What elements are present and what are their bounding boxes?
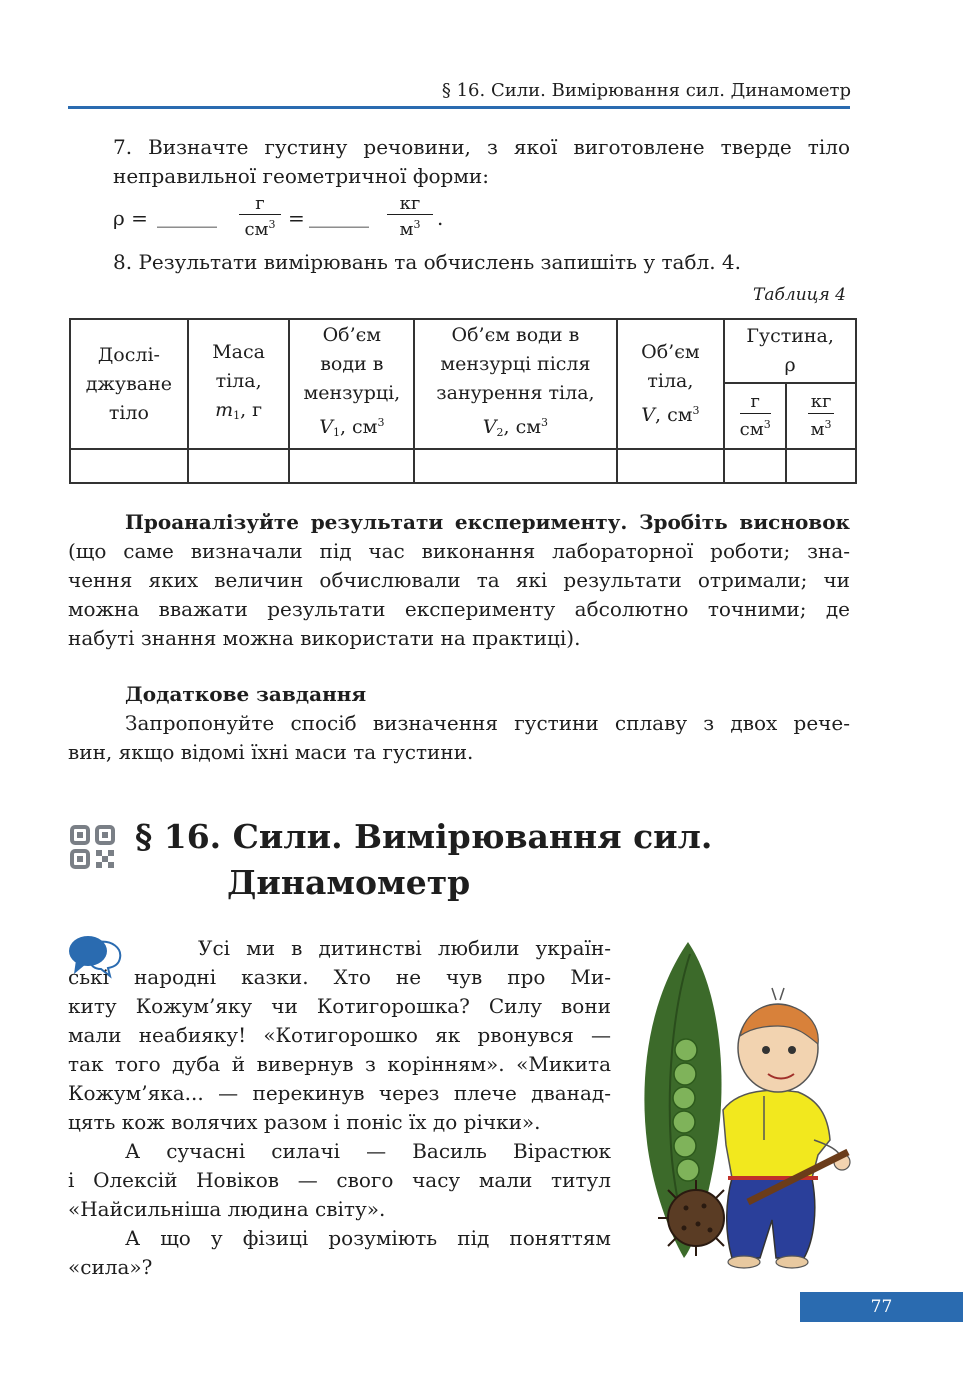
results-table xyxy=(69,318,857,484)
header-density: Густина, ρ xyxy=(724,319,856,383)
table-caption: Таблиця 4 xyxy=(753,285,846,305)
analysis-paragraph xyxy=(68,508,850,654)
intro-line: киту Кожум’яку чи Котигорошка? Силу вони xyxy=(68,994,611,1018)
extra-line: Запропонуйте спосіб визначення густини сплаву з двох рече- xyxy=(125,711,850,735)
intro-line: ські народні казки. Хто не чув про Ми- xyxy=(68,965,611,989)
rho-label: ρ = xyxy=(113,206,148,230)
unit-g-per-cm3: г $см^3$ xyxy=(239,194,281,240)
extra-line: вин, якщо відомі їхні маси та густини. xyxy=(68,740,474,764)
blank-2: ______ xyxy=(309,204,369,228)
task7-line-1: 7. Визначте густину речовини, з якої виготовлене тверде тіло xyxy=(113,135,850,159)
task8-text: 8. Результати вимірювань та обчислень запишіть у табл. 4. xyxy=(113,250,742,274)
header-density-kg-m3: кг $м^3$ xyxy=(786,383,856,449)
header-rule xyxy=(68,106,850,109)
intro-paragraph xyxy=(68,934,611,1284)
running-header: § 16. Сили. Вимірювання сил. Динамометр xyxy=(441,80,851,101)
header-body-volume: Об’єм тіла, V, $см^3$ xyxy=(617,319,725,449)
intro-line: мали неабияку! «Котигорошко як рвонувся — xyxy=(68,1023,611,1047)
header-water-volume: Об’єм води в мензурці, $V_1$, $см^3$ xyxy=(289,319,414,449)
chapter-heading xyxy=(135,814,712,906)
table-cell xyxy=(786,449,856,483)
intro-line: Кожум’яка... — перекинув через плече дванад- xyxy=(68,1081,611,1105)
intro-line: Усі ми в дитинстві любили україн- xyxy=(198,936,611,960)
blank-1: ______ xyxy=(157,204,217,228)
analysis-line: можна вважати результати експерименту абсолютно точними; де xyxy=(68,597,850,621)
table-row xyxy=(70,449,856,483)
task7-text xyxy=(113,133,850,193)
kotyhoroshko-illustration xyxy=(628,940,868,1270)
intro-line: «Найсильніша людина світу». xyxy=(68,1197,386,1221)
intro-line: і Олексій Новіков — свого часу мали титул xyxy=(68,1168,611,1192)
extra-paragraph xyxy=(68,709,850,769)
table-cell xyxy=(188,449,290,483)
intro-line: цять кож волячих разом і поніс їх до річки». xyxy=(68,1110,541,1134)
task7-line-2: неправильної геометричної форми: xyxy=(113,164,489,188)
equals-sign: = xyxy=(288,206,305,230)
header-mass: Маса тіла, $m_1$, г xyxy=(188,319,290,449)
analysis-bold-lead: Проаналізуйте результати експерименту. Зробіть висновок xyxy=(125,510,850,534)
table-cell xyxy=(289,449,414,483)
formula-dot: . xyxy=(437,206,444,230)
qr-code-icon xyxy=(70,825,116,869)
analysis-line: (що саме визначали під час виконання лабораторної роботи; зна- xyxy=(68,539,850,563)
intro-line: «сила»? xyxy=(68,1255,153,1279)
table-cell xyxy=(724,449,786,483)
table-cell xyxy=(70,449,188,483)
intro-line: так того дуба й вивернув з корінням». «Микита xyxy=(68,1052,611,1076)
header-density-g-cm3: г $см^3$ xyxy=(724,383,786,449)
header-body: Дослі- джуване тіло xyxy=(70,319,188,449)
page-number: 77 xyxy=(800,1292,963,1322)
analysis-line: набуті знання можна використати на практиці). xyxy=(68,626,581,650)
intro-line: А що у фізиці розуміють під поняттям xyxy=(125,1226,611,1250)
density-formula xyxy=(113,194,473,246)
analysis-line: чення яких величин обчислювали та які результати отримали; чи xyxy=(68,568,850,592)
unit-kg-per-m3: кг $м^3$ xyxy=(387,194,433,240)
extra-heading: Додаткове завдання xyxy=(125,682,367,706)
header-water-volume-after: Об’єм води в мензурці після занурення тіла, $V_2$, $см^3$ xyxy=(414,319,616,449)
table-cell xyxy=(414,449,616,483)
chapter-line-2: Динамометр xyxy=(227,863,471,902)
table-cell xyxy=(617,449,725,483)
chapter-line-1: § 16. Сили. Вимірювання сил. xyxy=(135,817,713,856)
intro-line: А сучасні силачі — Василь Вірастюк xyxy=(125,1139,611,1163)
